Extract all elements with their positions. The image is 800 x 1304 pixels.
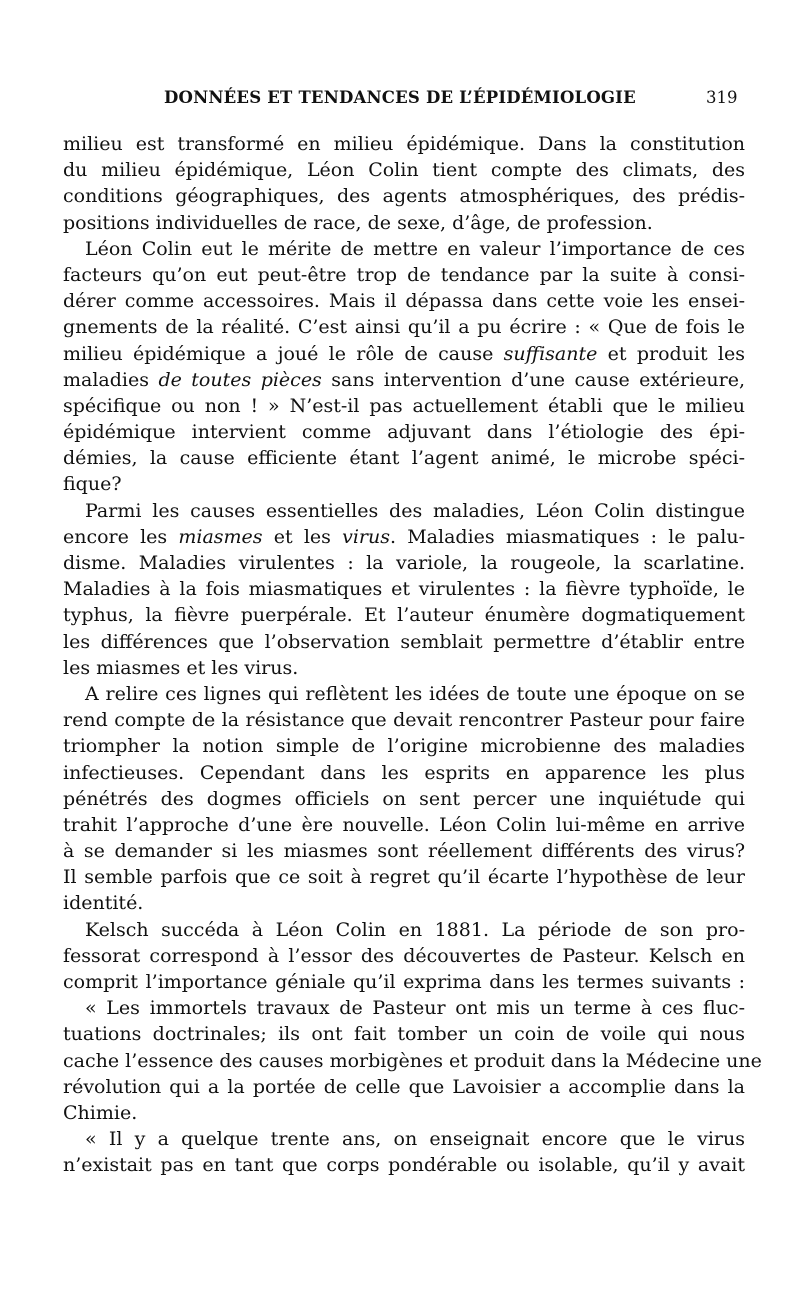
text-segment: A relire ces lignes qui reflètent les idées de toute une époque on se bbox=[85, 682, 745, 705]
text-line bbox=[63, 419, 745, 445]
text-segment: tuations doctrinales; ils ont fait tomber un coin de voile qui nous bbox=[63, 1023, 745, 1046]
text-segment: épidémique intervient comme adjuvant dans l’étiologie des épi- bbox=[63, 421, 745, 444]
text-line bbox=[63, 1100, 745, 1126]
text-line bbox=[63, 445, 745, 471]
text-line bbox=[63, 236, 745, 262]
text-line bbox=[63, 341, 745, 367]
text-line bbox=[63, 890, 745, 916]
italic-text: suffisante bbox=[503, 342, 598, 365]
text-segment: les miasmes et les virus. bbox=[63, 656, 299, 679]
text-segment: disme. Maladies virulentes : la variole, la rougeole, la scarlatine. bbox=[63, 552, 745, 574]
text-segment: triompher la notion simple de l’origine microbienne des maladies bbox=[63, 735, 745, 758]
text-line bbox=[63, 550, 745, 576]
text-segment: Maladies à la fois miasmatiques et virulentes : la fièvre typhoïde, le bbox=[63, 578, 745, 601]
text-line bbox=[63, 183, 745, 209]
text-line bbox=[63, 812, 745, 838]
running-header bbox=[60, 88, 760, 118]
text-line bbox=[63, 864, 745, 890]
page-number: 319 bbox=[706, 88, 738, 107]
text-line bbox=[63, 498, 745, 524]
text-line bbox=[63, 655, 745, 681]
text-line bbox=[63, 1021, 745, 1047]
text-segment: et les bbox=[262, 525, 343, 548]
italic-text: virus bbox=[342, 525, 390, 548]
text-line bbox=[63, 262, 745, 288]
text-line bbox=[63, 288, 745, 314]
text-line bbox=[63, 943, 745, 969]
text-segment: milieu est transformé en milieu épidémique. Dans la constitution bbox=[63, 133, 745, 155]
text-line bbox=[63, 602, 745, 628]
text-segment: « Il y a quelque trente ans, on enseignait encore que le virus bbox=[85, 1128, 745, 1151]
text-segment: Parmi les causes essentielles des maladies, Léon Colin distingue bbox=[85, 499, 745, 522]
text-line bbox=[63, 524, 745, 550]
text-line bbox=[63, 969, 745, 995]
text-segment: facteurs qu’on eut peut-être trop de tendance par la suite à consi- bbox=[63, 263, 745, 286]
text-segment: fique? bbox=[63, 473, 122, 496]
text-segment: . Maladies miasmatiques : le palu- bbox=[389, 525, 745, 548]
text-segment: pénétrés des dogmes officiels on sent percer une inquiétude qui bbox=[63, 787, 745, 810]
text-line bbox=[63, 576, 745, 602]
text-segment: « Les immortels travaux de Pasteur ont mis un terme à ces fluc- bbox=[85, 997, 745, 1020]
text-segment: à se demander si les miasmes sont réellement différents des virus? bbox=[63, 840, 745, 863]
text-line bbox=[63, 917, 745, 943]
text-segment: maladies bbox=[63, 368, 159, 391]
text-line bbox=[63, 629, 745, 655]
text-segment: conditions géographiques, des agents atmosphériques, des prédis- bbox=[63, 185, 745, 208]
text-line bbox=[63, 1152, 745, 1178]
text-line bbox=[63, 707, 745, 733]
text-segment: n’existait pas en tant que corps pondérable ou isolable, qu’il y avait bbox=[63, 1154, 745, 1177]
text-line bbox=[63, 157, 745, 183]
text-line bbox=[63, 314, 745, 340]
text-line bbox=[63, 1126, 745, 1152]
text-line bbox=[63, 471, 745, 497]
text-segment: milieu épidémique a joué le rôle de cause bbox=[63, 342, 504, 365]
text-segment: gnements de la réalité. C’est ainsi qu’il a pu écrire : « Que de fois le bbox=[63, 316, 745, 339]
text-line bbox=[63, 838, 745, 864]
text-line bbox=[63, 733, 745, 759]
text-line bbox=[63, 131, 745, 157]
running-header-title: DONNÉES ET TENDANCES DE L’ÉPIDÉMIOLOGIE bbox=[164, 88, 636, 107]
text-line bbox=[63, 786, 745, 812]
text-segment: trahit l’approche d’une ère nouvelle. Léon Colin lui-même en arrive bbox=[63, 813, 745, 836]
body-text bbox=[63, 131, 762, 1179]
text-line bbox=[63, 1074, 745, 1100]
text-segment: positions individuelles de race, de sexe, d’âge, de profession. bbox=[63, 211, 653, 234]
text-segment: sans intervention d’une cause extérieure, bbox=[321, 368, 745, 391]
text-segment: cache l’essence des causes morbigènes et produit dans la Médecine une bbox=[63, 1049, 762, 1072]
text-segment: Léon Colin eut le mérite de mettre en valeur l’importance de ces bbox=[85, 237, 745, 260]
text-line bbox=[63, 995, 745, 1021]
text-segment: et produit les bbox=[597, 342, 745, 365]
text-line bbox=[63, 681, 745, 707]
text-segment: comprit l’importance géniale qu’il exprima dans les termes suivants : bbox=[63, 971, 745, 993]
text-segment: dérer comme accessoires. Mais il dépassa dans cette voie les ensei- bbox=[63, 290, 745, 313]
text-segment: typhus, la fièvre puerpérale. Et l’auteur énumère dogmatiquement bbox=[63, 604, 745, 627]
text-segment: Kelsch succéda à Léon Colin en 1881. La période de son pro- bbox=[85, 918, 745, 941]
text-line bbox=[63, 1048, 762, 1074]
text-line bbox=[63, 393, 745, 419]
text-line bbox=[63, 367, 745, 393]
text-segment: infectieuses. Cependant dans les esprits en apparence les plus bbox=[63, 761, 745, 784]
text-segment: spécifique ou non ! » N’est-il pas actuellement établi que le milieu bbox=[63, 394, 745, 417]
text-segment: du milieu épidémique, Léon Colin tient compte des climats, des bbox=[63, 159, 745, 182]
text-segment: identité. bbox=[63, 892, 144, 915]
text-segment: fessorat correspond à l’essor des découvertes de Pasteur. Kelsch en bbox=[63, 944, 745, 967]
italic-text: de toutes pièces bbox=[158, 368, 322, 391]
italic-text: miasmes bbox=[178, 525, 263, 548]
text-line bbox=[63, 760, 745, 786]
text-segment: révolution qui a la portée de celle que Lavoisier a accomplie dans la bbox=[63, 1075, 745, 1098]
text-segment: rend compte de la résistance que devait rencontrer Pasteur pour faire bbox=[63, 709, 745, 732]
text-segment: Chimie. bbox=[63, 1101, 138, 1124]
text-segment: les différences que l’observation semblait permettre d’établir entre bbox=[63, 630, 745, 653]
text-segment: encore les bbox=[63, 525, 179, 548]
text-line bbox=[63, 210, 745, 236]
text-segment: démies, la cause efficiente étant l’agent animé, le microbe spéci- bbox=[63, 447, 745, 470]
text-segment: Il semble parfois que ce soit à regret qu’il écarte l’hypothèse de leur bbox=[63, 866, 745, 889]
